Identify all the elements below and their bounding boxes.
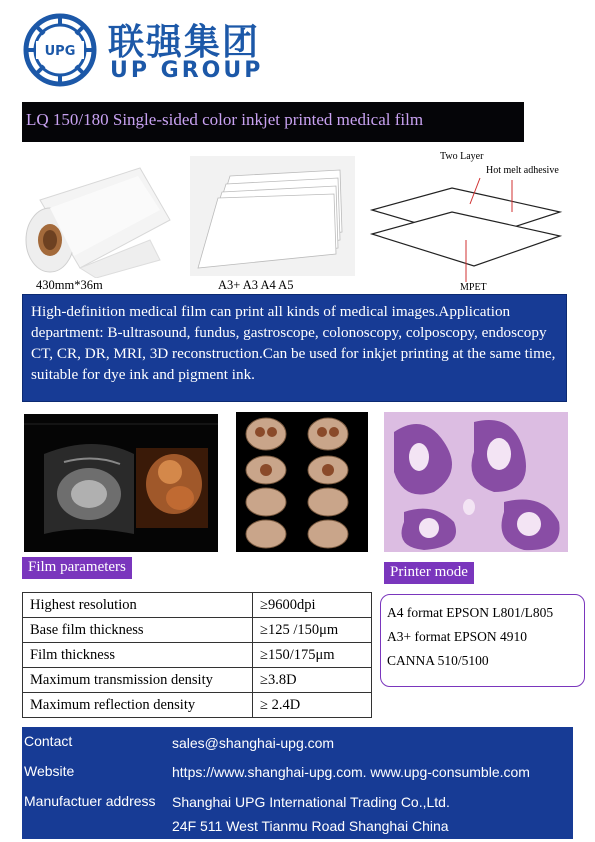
address-line-2: 24F 511 West Tianmu Road Shanghai China (172, 818, 449, 834)
param-name: Base film thickness (23, 618, 253, 643)
film-parameters-table (22, 592, 372, 718)
upg-logo-mark (22, 12, 98, 88)
film-sheets-image (190, 156, 355, 276)
diagram-label-adhesive: Hot melt adhesive (486, 165, 559, 176)
film-roll-image (20, 160, 178, 278)
table-row (23, 668, 372, 693)
table-row (23, 693, 372, 718)
ct-3d-reconstruction-image (236, 412, 368, 552)
description-text: High-definition medical film can print all kinds of medical images.Application department: B-ultrasound, fundus, gastroscope, colonoscopy, colposcopy, endoscopy CT, CR, DR, MRI, 3D reconstruction.Can be used for inkjet printing at the same time, suitable for dye ink and pigment ink. (31, 303, 556, 383)
param-value: ≥150/175μm (253, 643, 372, 668)
film-parameters-label: Film parameters (22, 557, 132, 579)
printer-mode-label: Printer mode (384, 562, 474, 584)
website-label: Website (24, 763, 75, 779)
diagram-label-mpet: MPET (460, 282, 487, 293)
printer-line: A3+ format EPSON 4910 (387, 629, 527, 644)
description-box (22, 294, 567, 402)
param-name: Highest resolution (23, 593, 253, 618)
sheet-sizes-caption: A3+ A3 A4 A5 (218, 278, 294, 292)
website-link[interactable]: https://www.shanghai-upg.com. www.upg-consumble.com (172, 764, 530, 780)
printer-line: A4 format EPSON L801/L805 (387, 605, 554, 620)
table-row (23, 593, 372, 618)
diagram-label-two-layer: Two Layer (440, 151, 484, 162)
contact-email-link[interactable]: sales@shanghai-upg.com (172, 735, 335, 751)
roll-size-caption: 430mm*36m (36, 278, 103, 292)
param-name: Maximum transmission density (23, 668, 253, 693)
histology-image (384, 412, 568, 552)
param-value: ≥3.8D (253, 668, 372, 693)
param-name: Maximum reflection density (23, 693, 253, 718)
printer-mode-box (380, 594, 585, 687)
param-name: Film thickness (23, 643, 253, 668)
table-row (23, 643, 372, 668)
param-value: ≥125 /150μm (253, 618, 372, 643)
table-row (23, 618, 372, 643)
address-line-1: Shanghai UPG International Trading Co.,Ltd. (172, 794, 450, 810)
param-value: ≥ 2.4D (253, 693, 372, 718)
printer-line: CANNA 510/5100 (387, 653, 489, 668)
address-label: Manufactuer address (24, 793, 156, 809)
param-value: ≥9600dpi (253, 593, 372, 618)
logo-chinese-name: 联强集团 (108, 22, 261, 63)
logo-badge-text: UPG (44, 44, 76, 59)
ultrasound-image (24, 414, 218, 552)
contact-label: Contact (24, 733, 73, 749)
page-title: LQ 150/180 Single-sided color inkjet printed medical film (26, 110, 424, 129)
logo-english-name: UP GROUP (110, 58, 264, 83)
